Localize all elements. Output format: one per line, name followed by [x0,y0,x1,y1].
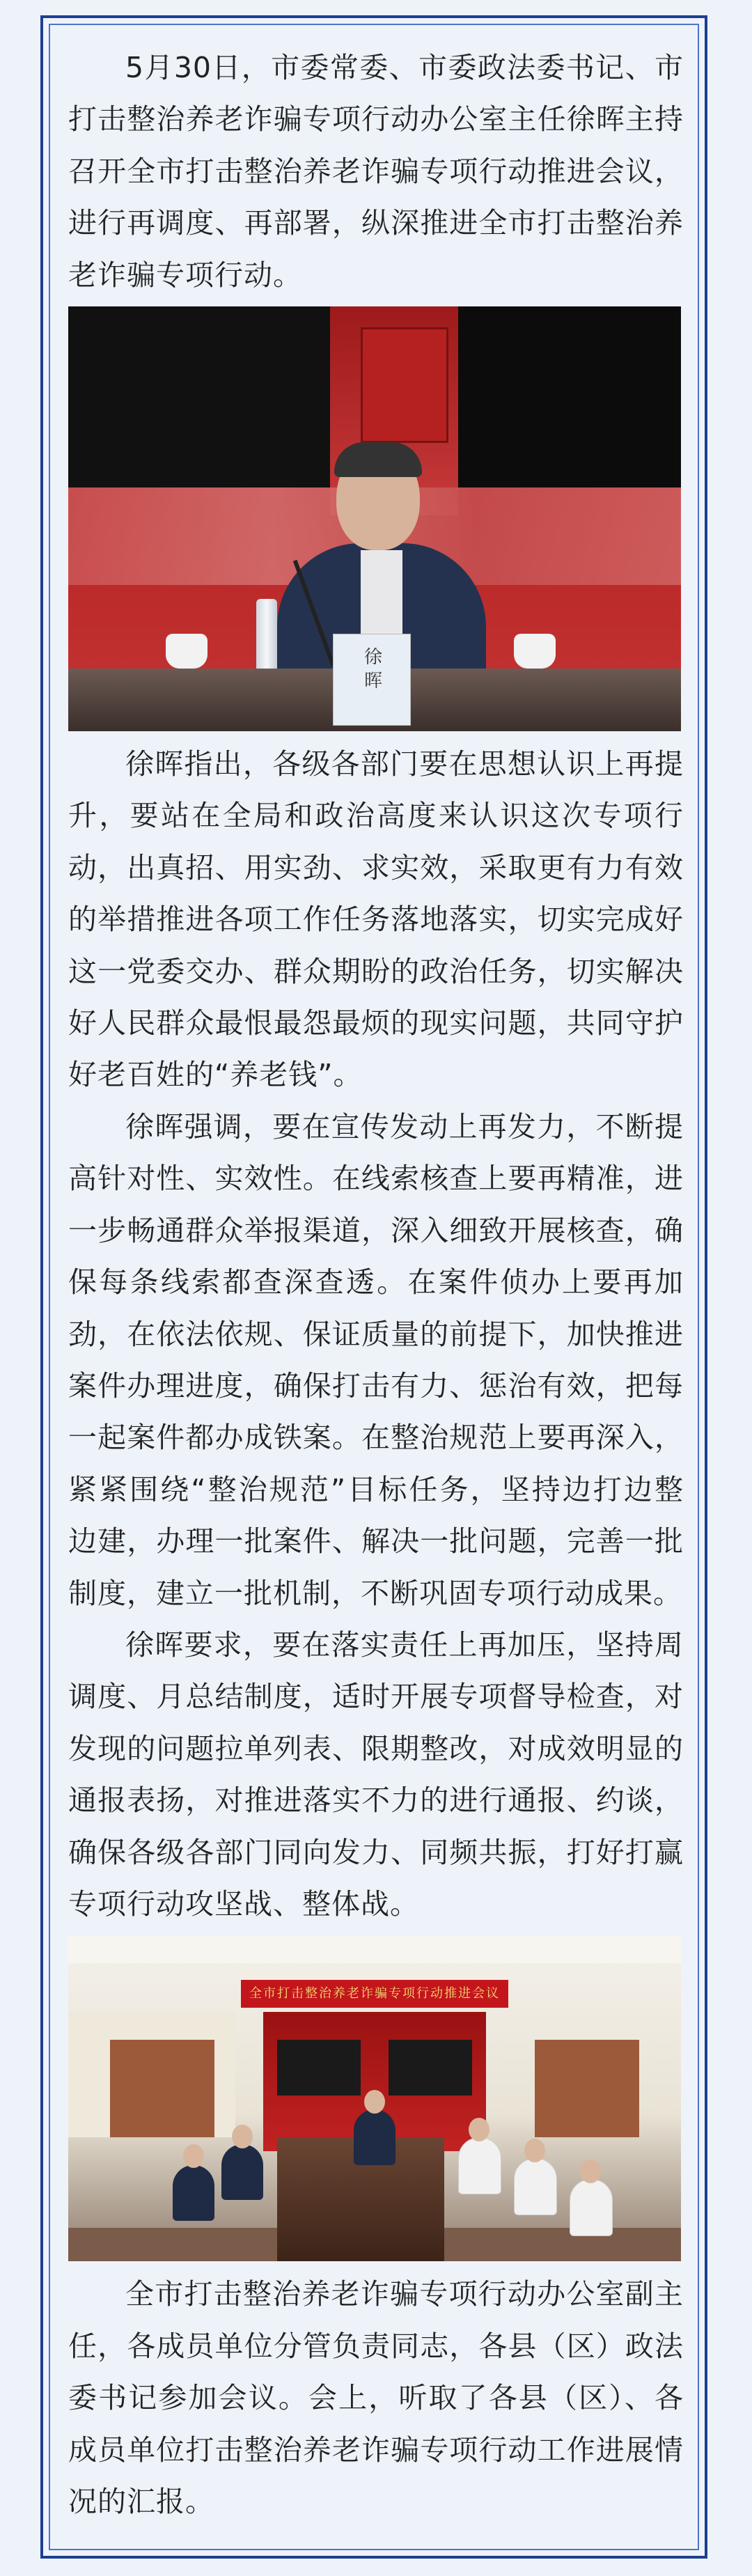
conference-room-photo [68,1935,681,2261]
paragraph-4: 徐晖要求，要在落实责任上再加压，坚持周调度、月总结制度，适时开展专项督导检查，对发现的问题拉单列表、限期整改，对成效明显的通报表扬，对推进落实不力的进行通报、约谈，确保各级各部门同向发力、同频共振，打好打赢专项行动攻坚战、整体战。 [68,1627,684,1921]
tv-screen-right [458,306,681,487]
nameplate [333,634,411,726]
nameplate-text: 徐晖 [361,647,382,695]
meeting-banner: 全市打击整治养老诈骗专项行动推进会议 [241,1980,508,2008]
tv-screen-right [389,2040,472,2095]
attendee [514,2158,557,2215]
paragraph-5: 全市打击整治养老诈骗专项行动办公室副主任，各成员单位分管负责同志，各县（区）政法委书记参加会议。会上，听取了各县（区）、各成员单位打击整治养老诈骗专项行动工作进展情况的汇报。 [68,2277,684,2518]
attendee [221,2144,263,2200]
attendee [173,2165,214,2221]
tv-screen-left [277,2040,361,2095]
attendee [570,2179,613,2236]
attendee [354,2109,395,2165]
tea-cup [166,634,207,669]
meeting-leader-photo [68,306,681,731]
water-bottle [256,599,277,676]
tv-screen-left [68,306,330,487]
article-content [68,42,684,2527]
paragraph-2: 徐晖指出，各级各部门要在思想认识上再提升，要站在全局和政治高度来认识这次专项行动，出真招、用实劲、求实效，采取更有力有效的举措推进各项工作任务落地落实，切实完成好这一党委交办、群众期盼的政治任务，切实解决好人民群众最恨最怨最烦的现实问题，共同守护好老百姓的“养老钱”。 [68,747,684,1092]
paragraph-3: 徐晖强调，要在宣传发动上再发力，不断提高针对性、实效性。在线索核查上要再精准，进一步畅通群众举报渠道，深入细致开展核查，确保每条线索都查深查透。在案件侦办上要再加劲，在依法依规、保证质量的前提下，加快推进案件办理进度，确保打击有力、惩治有效，把每一起案件都办成铁案。在整治规范上要再深入，紧紧围绕“整治规范”目标任务，坚持边打边整边建，办理一批案件、解决一批问题，完善一批制度，建立一批机制，不断巩固专项行动成果。 [68,1109,684,1610]
attendee [458,2137,501,2194]
tea-cup [514,634,556,669]
paragraph-1: 5月30日，市委常委、市委政法委书记、市打击整治养老诈骗专项行动办公室主任徐晖主持召开全市打击整治养老诈骗专项行动推进会议，进行再调度、再部署，纵深推进全市打击整治养老诈骗专项行动。 [68,51,684,292]
